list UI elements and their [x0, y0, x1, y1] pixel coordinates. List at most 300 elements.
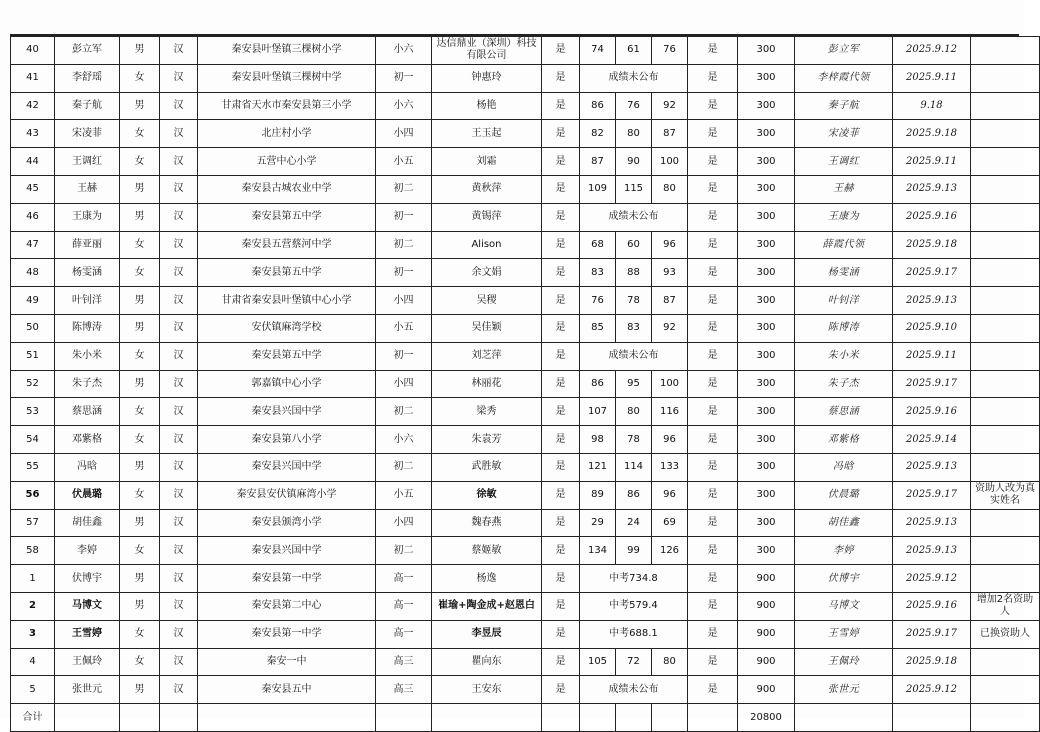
cell-no: 53	[11, 398, 55, 426]
footer-empty-cell	[55, 704, 120, 732]
cell-sponsor: 达信鼎业（深圳）科技有限公司	[432, 37, 542, 65]
cell-date: 2025.9.17	[893, 620, 971, 648]
cell-grade: 小五	[376, 314, 432, 342]
cell-no: 3	[11, 620, 55, 648]
cell-grade: 初二	[376, 231, 432, 259]
cell-school: 秦安县第五中学	[198, 203, 376, 231]
table-row	[11, 565, 1040, 593]
cell-amount: 300	[738, 453, 795, 481]
cell-note	[971, 120, 1040, 148]
cell-amount: 900	[738, 565, 795, 593]
cell-amount: 300	[738, 203, 795, 231]
cell-grade: 小六	[376, 37, 432, 65]
cell-date: 2025.9.18	[893, 120, 971, 148]
cell-date: 2025.9.13	[893, 509, 971, 537]
table-row	[11, 398, 1040, 426]
cell-sex: 女	[120, 120, 160, 148]
cell-score-1: 121	[580, 453, 616, 481]
cell-score-2: 90	[616, 148, 652, 176]
cell-nation: 汉	[160, 453, 198, 481]
cell-name: 彭立军	[55, 37, 120, 65]
cell-score-1: 68	[580, 231, 616, 259]
cell-sponsor: 黄锡萍	[432, 203, 542, 231]
cell-signature: 胡佳鑫	[795, 509, 893, 537]
cell-note: 已换资助人	[971, 620, 1040, 648]
cell-flag: 是	[688, 64, 738, 92]
cell-score-3: 87	[652, 287, 688, 315]
cell-grade: 高三	[376, 648, 432, 676]
cell-nation: 汉	[160, 92, 198, 120]
table-row	[11, 537, 1040, 565]
cell-sex: 女	[120, 426, 160, 454]
cell-score-2: 60	[616, 231, 652, 259]
cell-no: 46	[11, 203, 55, 231]
cell-flag: 是	[688, 259, 738, 287]
cell-score-3: 96	[652, 426, 688, 454]
student-aid-table	[10, 36, 1040, 732]
cell-score-3: 92	[652, 314, 688, 342]
cell-date: 2025.9.13	[893, 287, 971, 315]
cell-name: 宋凌菲	[55, 120, 120, 148]
cell-grade: 初二	[376, 453, 432, 481]
cell-sponsor: 吴佳颖	[432, 314, 542, 342]
cell-nation: 汉	[160, 64, 198, 92]
cell-school: 甘肃省秦安县叶堡镇中心小学	[198, 287, 376, 315]
cell-score-1: 107	[580, 398, 616, 426]
cell-nation: 汉	[160, 426, 198, 454]
table-body	[11, 37, 1040, 732]
cell-name: 秦子航	[55, 92, 120, 120]
table-row	[11, 314, 1040, 342]
cell-signature: 王佩玲	[795, 648, 893, 676]
cell-note	[971, 37, 1040, 65]
footer-empty-cell	[580, 704, 616, 732]
cell-score-1: 29	[580, 509, 616, 537]
cell-date: 9.18	[893, 92, 971, 120]
cell-sponsor: 崔瑜+陶金成+赵恩白	[432, 592, 542, 620]
cell-score-2: 78	[616, 426, 652, 454]
cell-poor: 是	[542, 509, 580, 537]
cell-date: 2025.9.14	[893, 426, 971, 454]
cell-sponsor: 李昱辰	[432, 620, 542, 648]
cell-date: 2025.9.12	[893, 37, 971, 65]
cell-sex: 女	[120, 481, 160, 509]
cell-name: 王康为	[55, 203, 120, 231]
cell-sponsor: 蔡姬敏	[432, 537, 542, 565]
cell-sponsor: 魏春燕	[432, 509, 542, 537]
cell-score-note: 成绩未公布	[580, 64, 688, 92]
cell-name: 王雪婷	[55, 620, 120, 648]
cell-school: 安伏镇麻湾学校	[198, 314, 376, 342]
cell-name: 李婷	[55, 537, 120, 565]
cell-poor: 是	[542, 314, 580, 342]
table-row	[11, 453, 1040, 481]
cell-grade: 高一	[376, 620, 432, 648]
cell-school: 五营中心小学	[198, 148, 376, 176]
cell-date: 2025.9.16	[893, 203, 971, 231]
cell-score-2: 114	[616, 453, 652, 481]
cell-nation: 汉	[160, 287, 198, 315]
cell-sex: 男	[120, 92, 160, 120]
cell-poor: 是	[542, 676, 580, 704]
cell-signature: 蔡思涵	[795, 398, 893, 426]
cell-sex: 男	[120, 175, 160, 203]
cell-score-3: 126	[652, 537, 688, 565]
cell-sponsor: 武胜敏	[432, 453, 542, 481]
cell-amount: 300	[738, 426, 795, 454]
cell-school: 秦安一中	[198, 648, 376, 676]
cell-note	[971, 426, 1040, 454]
cell-score-2: 80	[616, 398, 652, 426]
cell-amount: 900	[738, 592, 795, 620]
cell-nation: 汉	[160, 592, 198, 620]
cell-date: 2025.9.13	[893, 453, 971, 481]
cell-sex: 男	[120, 592, 160, 620]
cell-no: 2	[11, 592, 55, 620]
cell-sex: 男	[120, 370, 160, 398]
cell-amount: 300	[738, 398, 795, 426]
cell-signature: 杨雯涵	[795, 259, 893, 287]
cell-signature: 张世元	[795, 676, 893, 704]
cell-nation: 汉	[160, 481, 198, 509]
cell-nation: 汉	[160, 148, 198, 176]
cell-note	[971, 453, 1040, 481]
cell-signature: 李梓霞代领	[795, 64, 893, 92]
cell-sponsor: 杨艳	[432, 92, 542, 120]
cell-amount: 300	[738, 509, 795, 537]
cell-poor: 是	[542, 398, 580, 426]
cell-name: 王赫	[55, 175, 120, 203]
cell-note	[971, 148, 1040, 176]
cell-school: 秦安县第二中心	[198, 592, 376, 620]
cell-score-3: 80	[652, 648, 688, 676]
cell-grade: 小四	[376, 509, 432, 537]
cell-grade: 小四	[376, 120, 432, 148]
cell-note	[971, 231, 1040, 259]
cell-note	[971, 64, 1040, 92]
cell-poor: 是	[542, 203, 580, 231]
cell-poor: 是	[542, 342, 580, 370]
cell-sex: 女	[120, 64, 160, 92]
cell-signature: 伏晨璐	[795, 481, 893, 509]
cell-grade: 初一	[376, 259, 432, 287]
cell-date: 2025.9.11	[893, 148, 971, 176]
cell-flag: 是	[688, 37, 738, 65]
cell-no: 55	[11, 453, 55, 481]
cell-nation: 汉	[160, 37, 198, 65]
cell-signature: 薛霞代领	[795, 231, 893, 259]
cell-amount: 300	[738, 120, 795, 148]
cell-flag: 是	[688, 426, 738, 454]
cell-amount: 300	[738, 342, 795, 370]
cell-amount: 300	[738, 148, 795, 176]
cell-score-note: 中考579.4	[580, 592, 688, 620]
cell-school: 秦安县颁湾小学	[198, 509, 376, 537]
cell-no: 41	[11, 64, 55, 92]
cell-sex: 男	[120, 287, 160, 315]
table-row	[11, 426, 1040, 454]
cell-note	[971, 175, 1040, 203]
cell-sex: 女	[120, 620, 160, 648]
cell-score-1: 86	[580, 92, 616, 120]
cell-amount: 300	[738, 537, 795, 565]
cell-score-2: 78	[616, 287, 652, 315]
cell-no: 50	[11, 314, 55, 342]
cell-no: 57	[11, 509, 55, 537]
cell-sex: 男	[120, 314, 160, 342]
table-row	[11, 481, 1040, 509]
cell-poor: 是	[542, 175, 580, 203]
cell-name: 杨雯涵	[55, 259, 120, 287]
footer-row	[11, 704, 1040, 732]
cell-score-1: 134	[580, 537, 616, 565]
table-row	[11, 92, 1040, 120]
cell-note	[971, 648, 1040, 676]
cell-signature: 王康为	[795, 203, 893, 231]
cell-flag: 是	[688, 287, 738, 315]
cell-flag: 是	[688, 676, 738, 704]
cell-note: 增加2名资助人	[971, 592, 1040, 620]
cell-grade: 小六	[376, 92, 432, 120]
cell-score-3: 87	[652, 120, 688, 148]
cell-poor: 是	[542, 259, 580, 287]
cell-date: 2025.9.10	[893, 314, 971, 342]
cell-name: 朱子杰	[55, 370, 120, 398]
cell-score-1: 82	[580, 120, 616, 148]
cell-grade: 初二	[376, 398, 432, 426]
cell-signature: 李婷	[795, 537, 893, 565]
cell-sex: 男	[120, 37, 160, 65]
cell-sex: 男	[120, 453, 160, 481]
cell-score-1: 85	[580, 314, 616, 342]
cell-poor: 是	[542, 537, 580, 565]
cell-no: 45	[11, 175, 55, 203]
cell-date: 2025.9.13	[893, 537, 971, 565]
cell-score-2: 115	[616, 175, 652, 203]
cell-note	[971, 287, 1040, 315]
cell-flag: 是	[688, 648, 738, 676]
cell-poor: 是	[542, 231, 580, 259]
cell-school: 秦安县第五中学	[198, 342, 376, 370]
cell-flag: 是	[688, 509, 738, 537]
cell-score-note: 中考688.1	[580, 620, 688, 648]
cell-amount: 900	[738, 648, 795, 676]
cell-poor: 是	[542, 370, 580, 398]
cell-score-note: 成绩未公布	[580, 203, 688, 231]
table-row	[11, 120, 1040, 148]
cell-name: 王佩玲	[55, 648, 120, 676]
cell-amount: 300	[738, 175, 795, 203]
cell-sponsor: 钟惠玲	[432, 64, 542, 92]
cell-signature: 王调红	[795, 148, 893, 176]
cell-sponsor: 杨逸	[432, 565, 542, 593]
table-row	[11, 370, 1040, 398]
table-row	[11, 592, 1040, 620]
cell-name: 冯晗	[55, 453, 120, 481]
cell-school: 秦安县第一中学	[198, 565, 376, 593]
cell-sex: 女	[120, 231, 160, 259]
table-row	[11, 648, 1040, 676]
cell-sex: 女	[120, 259, 160, 287]
footer-empty-cell	[795, 704, 893, 732]
cell-school: 秦安县五中	[198, 676, 376, 704]
cell-score-1: 83	[580, 259, 616, 287]
cell-score-3: 76	[652, 37, 688, 65]
cell-nation: 汉	[160, 370, 198, 398]
cell-name: 张世元	[55, 676, 120, 704]
cell-note	[971, 676, 1040, 704]
cell-flag: 是	[688, 620, 738, 648]
cell-signature: 王雪婷	[795, 620, 893, 648]
cell-signature: 彭立军	[795, 37, 893, 65]
cell-poor: 是	[542, 592, 580, 620]
cell-sponsor: 王玉起	[432, 120, 542, 148]
cell-date: 2025.9.11	[893, 64, 971, 92]
cell-nation: 汉	[160, 120, 198, 148]
cell-signature: 叶钊洋	[795, 287, 893, 315]
cell-score-3: 100	[652, 148, 688, 176]
cell-sex: 男	[120, 676, 160, 704]
cell-note: 资助人改为真实姓名	[971, 481, 1040, 509]
cell-grade: 高三	[376, 676, 432, 704]
cell-poor: 是	[542, 453, 580, 481]
cell-nation: 汉	[160, 231, 198, 259]
cell-note	[971, 509, 1040, 537]
footer-empty-cell	[616, 704, 652, 732]
cell-flag: 是	[688, 481, 738, 509]
cell-date: 2025.9.16	[893, 592, 971, 620]
cell-note	[971, 370, 1040, 398]
cell-name: 蔡思涵	[55, 398, 120, 426]
cell-date: 2025.9.12	[893, 565, 971, 593]
cell-date: 2025.9.13	[893, 175, 971, 203]
cell-signature: 王赫	[795, 175, 893, 203]
cell-grade: 小六	[376, 426, 432, 454]
cell-signature: 马博文	[795, 592, 893, 620]
cell-sex: 男	[120, 565, 160, 593]
cell-no: 47	[11, 231, 55, 259]
table-row	[11, 259, 1040, 287]
cell-note	[971, 537, 1040, 565]
cell-poor: 是	[542, 481, 580, 509]
footer-empty-cell	[688, 704, 738, 732]
cell-flag: 是	[688, 342, 738, 370]
table-row	[11, 148, 1040, 176]
cell-nation: 汉	[160, 314, 198, 342]
cell-school: 甘肃省天水市秦安县第三小学	[198, 92, 376, 120]
cell-amount: 300	[738, 231, 795, 259]
cell-name: 伏晨璐	[55, 481, 120, 509]
cell-score-3: 96	[652, 231, 688, 259]
cell-sponsor: 徐敏	[432, 481, 542, 509]
cell-flag: 是	[688, 314, 738, 342]
cell-signature: 陈博涛	[795, 314, 893, 342]
table-row	[11, 342, 1040, 370]
cell-amount: 300	[738, 259, 795, 287]
cell-sex: 女	[120, 398, 160, 426]
cell-poor: 是	[542, 64, 580, 92]
table-row	[11, 676, 1040, 704]
cell-amount: 300	[738, 287, 795, 315]
cell-poor: 是	[542, 287, 580, 315]
cell-note	[971, 314, 1040, 342]
cell-flag: 是	[688, 203, 738, 231]
cell-name: 朱小米	[55, 342, 120, 370]
footer-empty-cell	[971, 704, 1040, 732]
cell-sponsor: 瞿向东	[432, 648, 542, 676]
footer-empty-cell	[120, 704, 160, 732]
cell-sex: 女	[120, 648, 160, 676]
cell-score-1: 87	[580, 148, 616, 176]
cell-flag: 是	[688, 231, 738, 259]
cell-amount: 300	[738, 314, 795, 342]
cell-name: 叶钊洋	[55, 287, 120, 315]
cell-flag: 是	[688, 175, 738, 203]
cell-signature: 宋凌菲	[795, 120, 893, 148]
table-row	[11, 64, 1040, 92]
cell-flag: 是	[688, 120, 738, 148]
cell-sponsor: 刘芝萍	[432, 342, 542, 370]
cell-no: 49	[11, 287, 55, 315]
cell-score-2: 76	[616, 92, 652, 120]
cell-date: 2025.9.18	[893, 648, 971, 676]
cell-flag: 是	[688, 453, 738, 481]
cell-nation: 汉	[160, 342, 198, 370]
cell-nation: 汉	[160, 565, 198, 593]
cell-name: 薛亚丽	[55, 231, 120, 259]
cell-score-1: 89	[580, 481, 616, 509]
cell-flag: 是	[688, 148, 738, 176]
cell-score-2: 80	[616, 120, 652, 148]
cell-score-3: 93	[652, 259, 688, 287]
cell-sex: 女	[120, 148, 160, 176]
cell-poor: 是	[542, 648, 580, 676]
cell-poor: 是	[542, 148, 580, 176]
cell-sponsor: 吴稷	[432, 287, 542, 315]
cell-poor: 是	[542, 565, 580, 593]
cell-flag: 是	[688, 565, 738, 593]
cell-note	[971, 342, 1040, 370]
cell-score-2: 24	[616, 509, 652, 537]
cell-school: 秦安县第八小学	[198, 426, 376, 454]
cell-flag: 是	[688, 592, 738, 620]
footer-empty-cell	[198, 704, 376, 732]
cell-amount: 900	[738, 620, 795, 648]
cell-grade: 小五	[376, 481, 432, 509]
table-row	[11, 37, 1040, 65]
cell-no: 40	[11, 37, 55, 65]
cell-score-note: 成绩未公布	[580, 676, 688, 704]
cell-sex: 女	[120, 342, 160, 370]
cell-name: 胡佳鑫	[55, 509, 120, 537]
cell-no: 48	[11, 259, 55, 287]
cell-no: 43	[11, 120, 55, 148]
cell-score-1: 86	[580, 370, 616, 398]
cell-score-2: 83	[616, 314, 652, 342]
cell-grade: 小五	[376, 148, 432, 176]
cell-sex: 男	[120, 203, 160, 231]
table-row	[11, 231, 1040, 259]
cell-school: 秦安县第一中学	[198, 620, 376, 648]
cell-score-3: 116	[652, 398, 688, 426]
footer-label: 合计	[11, 704, 55, 732]
cell-name: 陈博涛	[55, 314, 120, 342]
cell-nation: 汉	[160, 175, 198, 203]
cell-no: 1	[11, 565, 55, 593]
cell-note	[971, 398, 1040, 426]
cell-poor: 是	[542, 120, 580, 148]
cell-school: 秦安县古城农业中学	[198, 175, 376, 203]
